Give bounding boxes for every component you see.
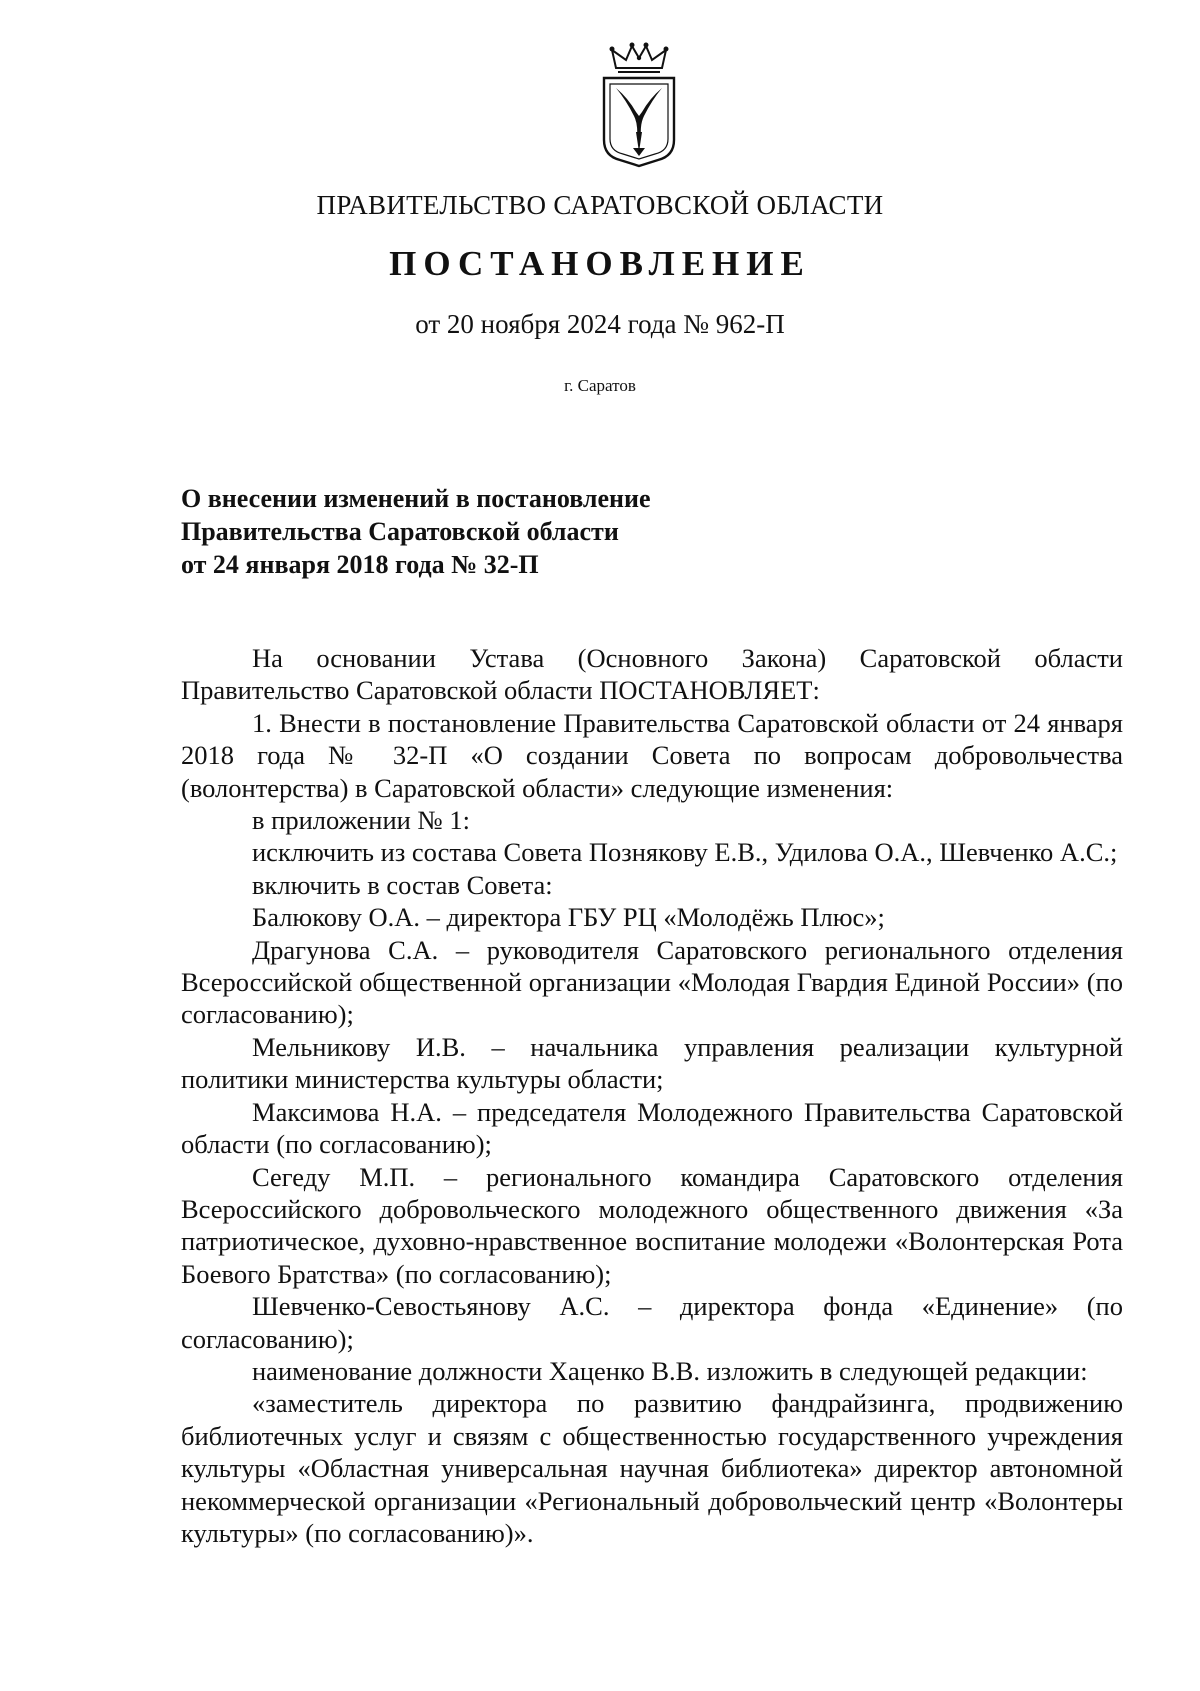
body-paragraph: наименование должности Хаценко В.В. изложить в следующей редакции: [252, 1355, 1088, 1386]
subject-line: Правительства Саратовской области [181, 517, 619, 546]
body-paragraph: Балюкову О.А. – директора ГБУ РЦ «Молодёжь Плюс»; [252, 902, 885, 933]
document-city: г. Саратов [564, 376, 636, 395]
subject-line: О внесении изменений в постановление [181, 484, 651, 513]
body-paragraph: Мельникову И.В. – начальника управления реализации культурной политики министерства культуры области; [181, 1031, 1123, 1095]
document-subject [181, 482, 651, 581]
body-paragraph: «заместитель директора по развитию фандрайзинга, продвижению библиотечных услуг и связям с общественностью государственного учреждения культуры «Областная универсальная научная библиотека» директор автономной некоммерческой организации «Региональный добровольческий центр «Волонтеры культуры» (по согласованию)». [181, 1388, 1123, 1548]
clause-1-paragraph: 1. Внести в постановление Правительства Саратовской области от 24 января 2018 года № 32-П «О создании Совета по вопросам добровольчества (волонтерства) в Саратовской области» следующие изменения: [181, 707, 1123, 803]
body-paragraph: Драгунова С.А. – руководителя Саратовского регионального отделения Всероссийской общественной организации «Молодая Гвардия Единой России» (по согласованию); [181, 934, 1123, 1030]
subject-line: от 24 января 2018 года № 32-П [181, 550, 539, 579]
body-paragraph: Максимова Н.А. – председателя Молодежного Правительства Саратовской области (по согласованию); [181, 1096, 1123, 1160]
body-paragraph: Сегеду М.П. – регионального командира Саратовского отделения Всероссийского добровольческого молодежного общественного движения «За патриотическое, духовно-нравственное воспитание молодежи «Волонтерская Рота Боевого Братства» (по согласованию); [181, 1161, 1123, 1289]
body-paragraph: Шевченко-Севостьянову А.С. – директора фонда «Единение» (по согласованию); [181, 1291, 1123, 1354]
body-paragraph: в приложении № 1: [252, 805, 470, 836]
body-paragraph: включить в состав Совета: [252, 869, 553, 900]
document-type: ПОСТАНОВЛЕНИЕ [389, 244, 811, 283]
document-date-number: от 20 ноября 2024 года № 962-П [415, 309, 785, 339]
body-paragraph: исключить из состава Совета Познякову Е.В., Удилова О.А., Шевченко А.С.; [252, 837, 1118, 868]
document-body [181, 642, 1123, 1549]
coat-of-arms-emblem [596, 42, 682, 168]
preamble-paragraph: На основании Устава (Основного Закона) Саратовской области Правительство Саратовской области ПОСТАНОВЛЯЕТ: [181, 643, 1123, 706]
issuing-authority: ПРАВИТЕЛЬСТВО САРАТОВСКОЙ ОБЛАСТИ [316, 190, 884, 220]
